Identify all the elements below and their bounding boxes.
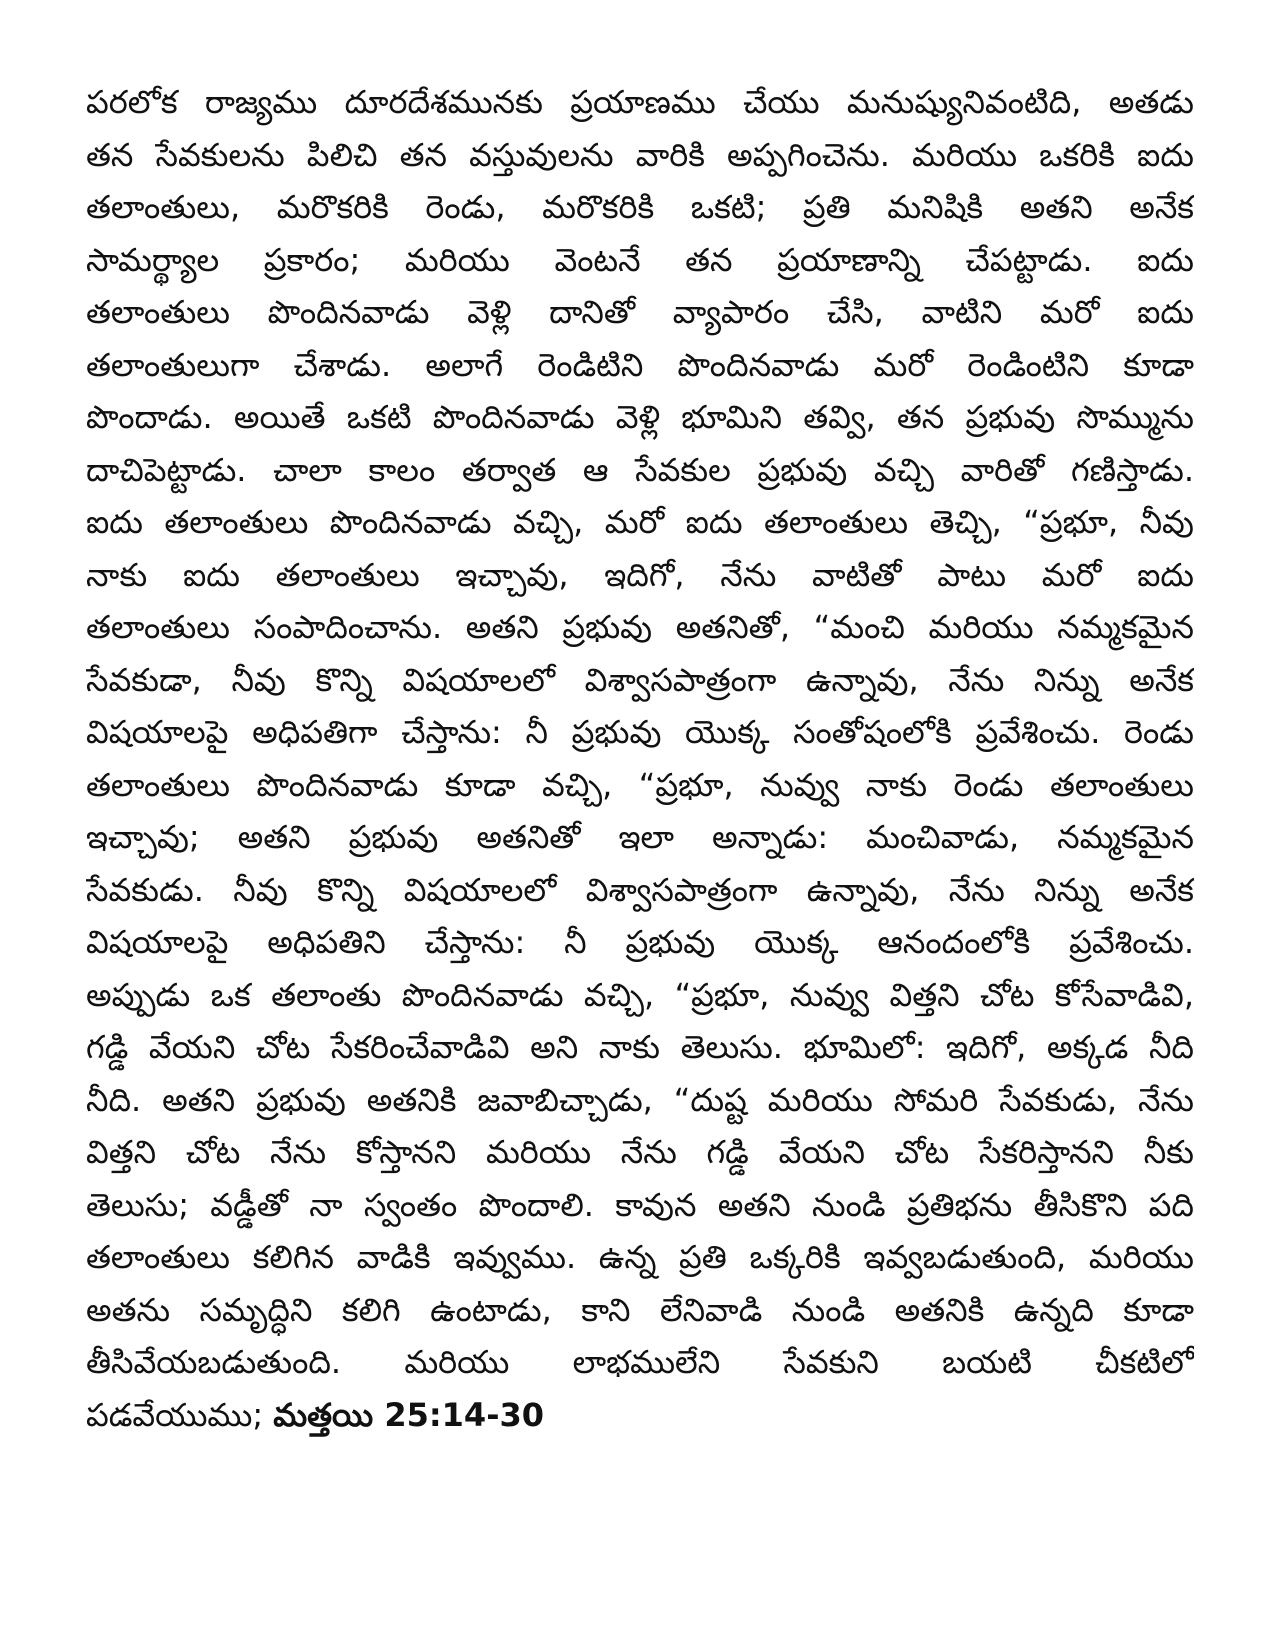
passage-line-12: సేవకుడా, నీవు కొన్ని విషయాలలో విశ్వాసపాత్రంగా ఉన్నావు, నేను నిన్ను అనేక [86, 660, 1194, 699]
passage-line-23: తలాంతులు కలిగిన వాడికి ఇవ్వుము. ఉన్న ప్రతి ఒక్కరికి ఇవ్వబడుతుంది, మరియు [86, 1238, 1194, 1276]
passage-line-3: తలాంతులు, మరొకరికి రెండు, మరొకరికి ఒకటి; ప్రతి మనిషికి అతని అనేక [86, 188, 1194, 226]
passage-line-5: తలాంతులు పొందినవాడు వెళ్లి దానితో వ్యాపారం చేసి, వాటిని మరో ఐదు [86, 293, 1194, 331]
passage-line-19: గడ్డి వేయని చోట సేకరించేవాడివి అని నాకు తెలుసు. భూమిలో: ఇదిగో, అక్కడ నీది [86, 1028, 1194, 1066]
passage-final-text: పడవేయుము; [86, 1395, 264, 1434]
scripture-passage [86, 76, 1194, 1441]
passage-line-7: పొందాడు. అయితే ఒకటి పొందినవాడు వెళ్లి భూమిని తవ్వి, తన ప్రభువు సొమ్మును [86, 398, 1194, 436]
passage-line-17: విషయాలపై అధిపతిని చేస్తాను: నీ ప్రభువు యొక్క ఆనందంలోకి ప్రవేశించు. [86, 923, 1194, 961]
passage-line-4: సామర్థ్యాల ప్రకారం; మరియు వెంటనే తన ప్రయాణాన్ని చేపట్టాడు. ఐదు [86, 240, 1194, 279]
passage-line-15: ఇచ్చావు; అతని ప్రభువు అతనితో ఇలా అన్నాడు: మంచివాడు, నమ్మకమైన [86, 818, 1194, 856]
passage-line-25: తీసివేయబడుతుంది. మరియు లాభములేని సేవకుని బయటి చీకటిలో [86, 1343, 1194, 1381]
passage-line-1: పరలోక రాజ్యము దూరదేశమునకు ప్రయాణము చేయు మనుష్యునివంటిది, అతడు [86, 83, 1194, 121]
passage-line-14: తలాంతులు పొందినవాడు కూడా వచ్చి, “ప్రభూ, నువ్వు నాకు రెండు తలాంతులు [86, 765, 1194, 804]
passage-line-21: విత్తని చోట నేను కోస్తానని మరియు నేను గడ్డి వేయని చోట సేకరిస్తానని నీకు [86, 1133, 1194, 1171]
passage-line-24: అతను సమృద్ధిని కలిగి ఉంటాడు, కాని లేనివాడి నుండి అతనికి ఉన్నది కూడా [86, 1290, 1194, 1329]
passage-line-11: తలాంతులు సంపాదించాను. అతని ప్రభువు అతనితో, “మంచి మరియు నమ్మకమైన [86, 608, 1194, 646]
passage-line-8: దాచిపెట్టాడు. చాలా కాలం తర్వాత ఆ సేవకుల ప్రభువు వచ్చి వారితో గణిస్తాడు. [86, 450, 1194, 489]
passage-line-10: నాకు ఐదు తలాంతులు ఇచ్చావు, ఇదిగో, నేను వాటితో పాటు మరో ఐదు [86, 555, 1194, 594]
passage-final-line [86, 1389, 1194, 1442]
passage-line-2: తన సేవకులను పిలిచి తన వస్తువులను వారికి అప్పగించెను. మరియు ఒకరికి ఐదు [86, 135, 1194, 174]
passage-line-18: అప్పుడు ఒక తలాంతు పొందినవాడు వచ్చి, “ప్రభూ, నువ్వు విత్తని చోట కోసేవాడివి, [86, 975, 1194, 1014]
passage-line-16: సేవకుడు. నీవు కొన్ని విషయాలలో విశ్వాసపాత్రంగా ఉన్నావు, నేను నిన్ను అనేక [86, 870, 1194, 909]
passage-line-9: ఐదు తలాంతులు పొందినవాడు వచ్చి, మరో ఐదు తలాంతులు తెచ్చి, “ప్రభూ, నీవు [86, 503, 1194, 541]
passage-line-22: తెలుసు; వడ్డీతో నా స్వంతం పొందాలి. కావున అతని నుండి ప్రతిభను తీసికొని పది [86, 1185, 1194, 1224]
passage-line-20: నీది. అతని ప్రభువు అతనికి జవాబిచ్చాడు, “దుష్ట మరియు సోమరి సేవకుడు, నేను [86, 1080, 1194, 1119]
passage-line-6: తలాంతులుగా చేశాడు. అలాగే రెండిటిని పొందినవాడు మరో రెండింటిని కూడా [86, 345, 1194, 384]
passage-line-13: విషయాలపై అధిపతిగా చేస్తాను: నీ ప్రభువు యొక్క సంతోషంలోకి ప్రవేశించు. రెండు [86, 713, 1194, 751]
scripture-reference: మత్తయి 25:14-30 [273, 1395, 545, 1434]
